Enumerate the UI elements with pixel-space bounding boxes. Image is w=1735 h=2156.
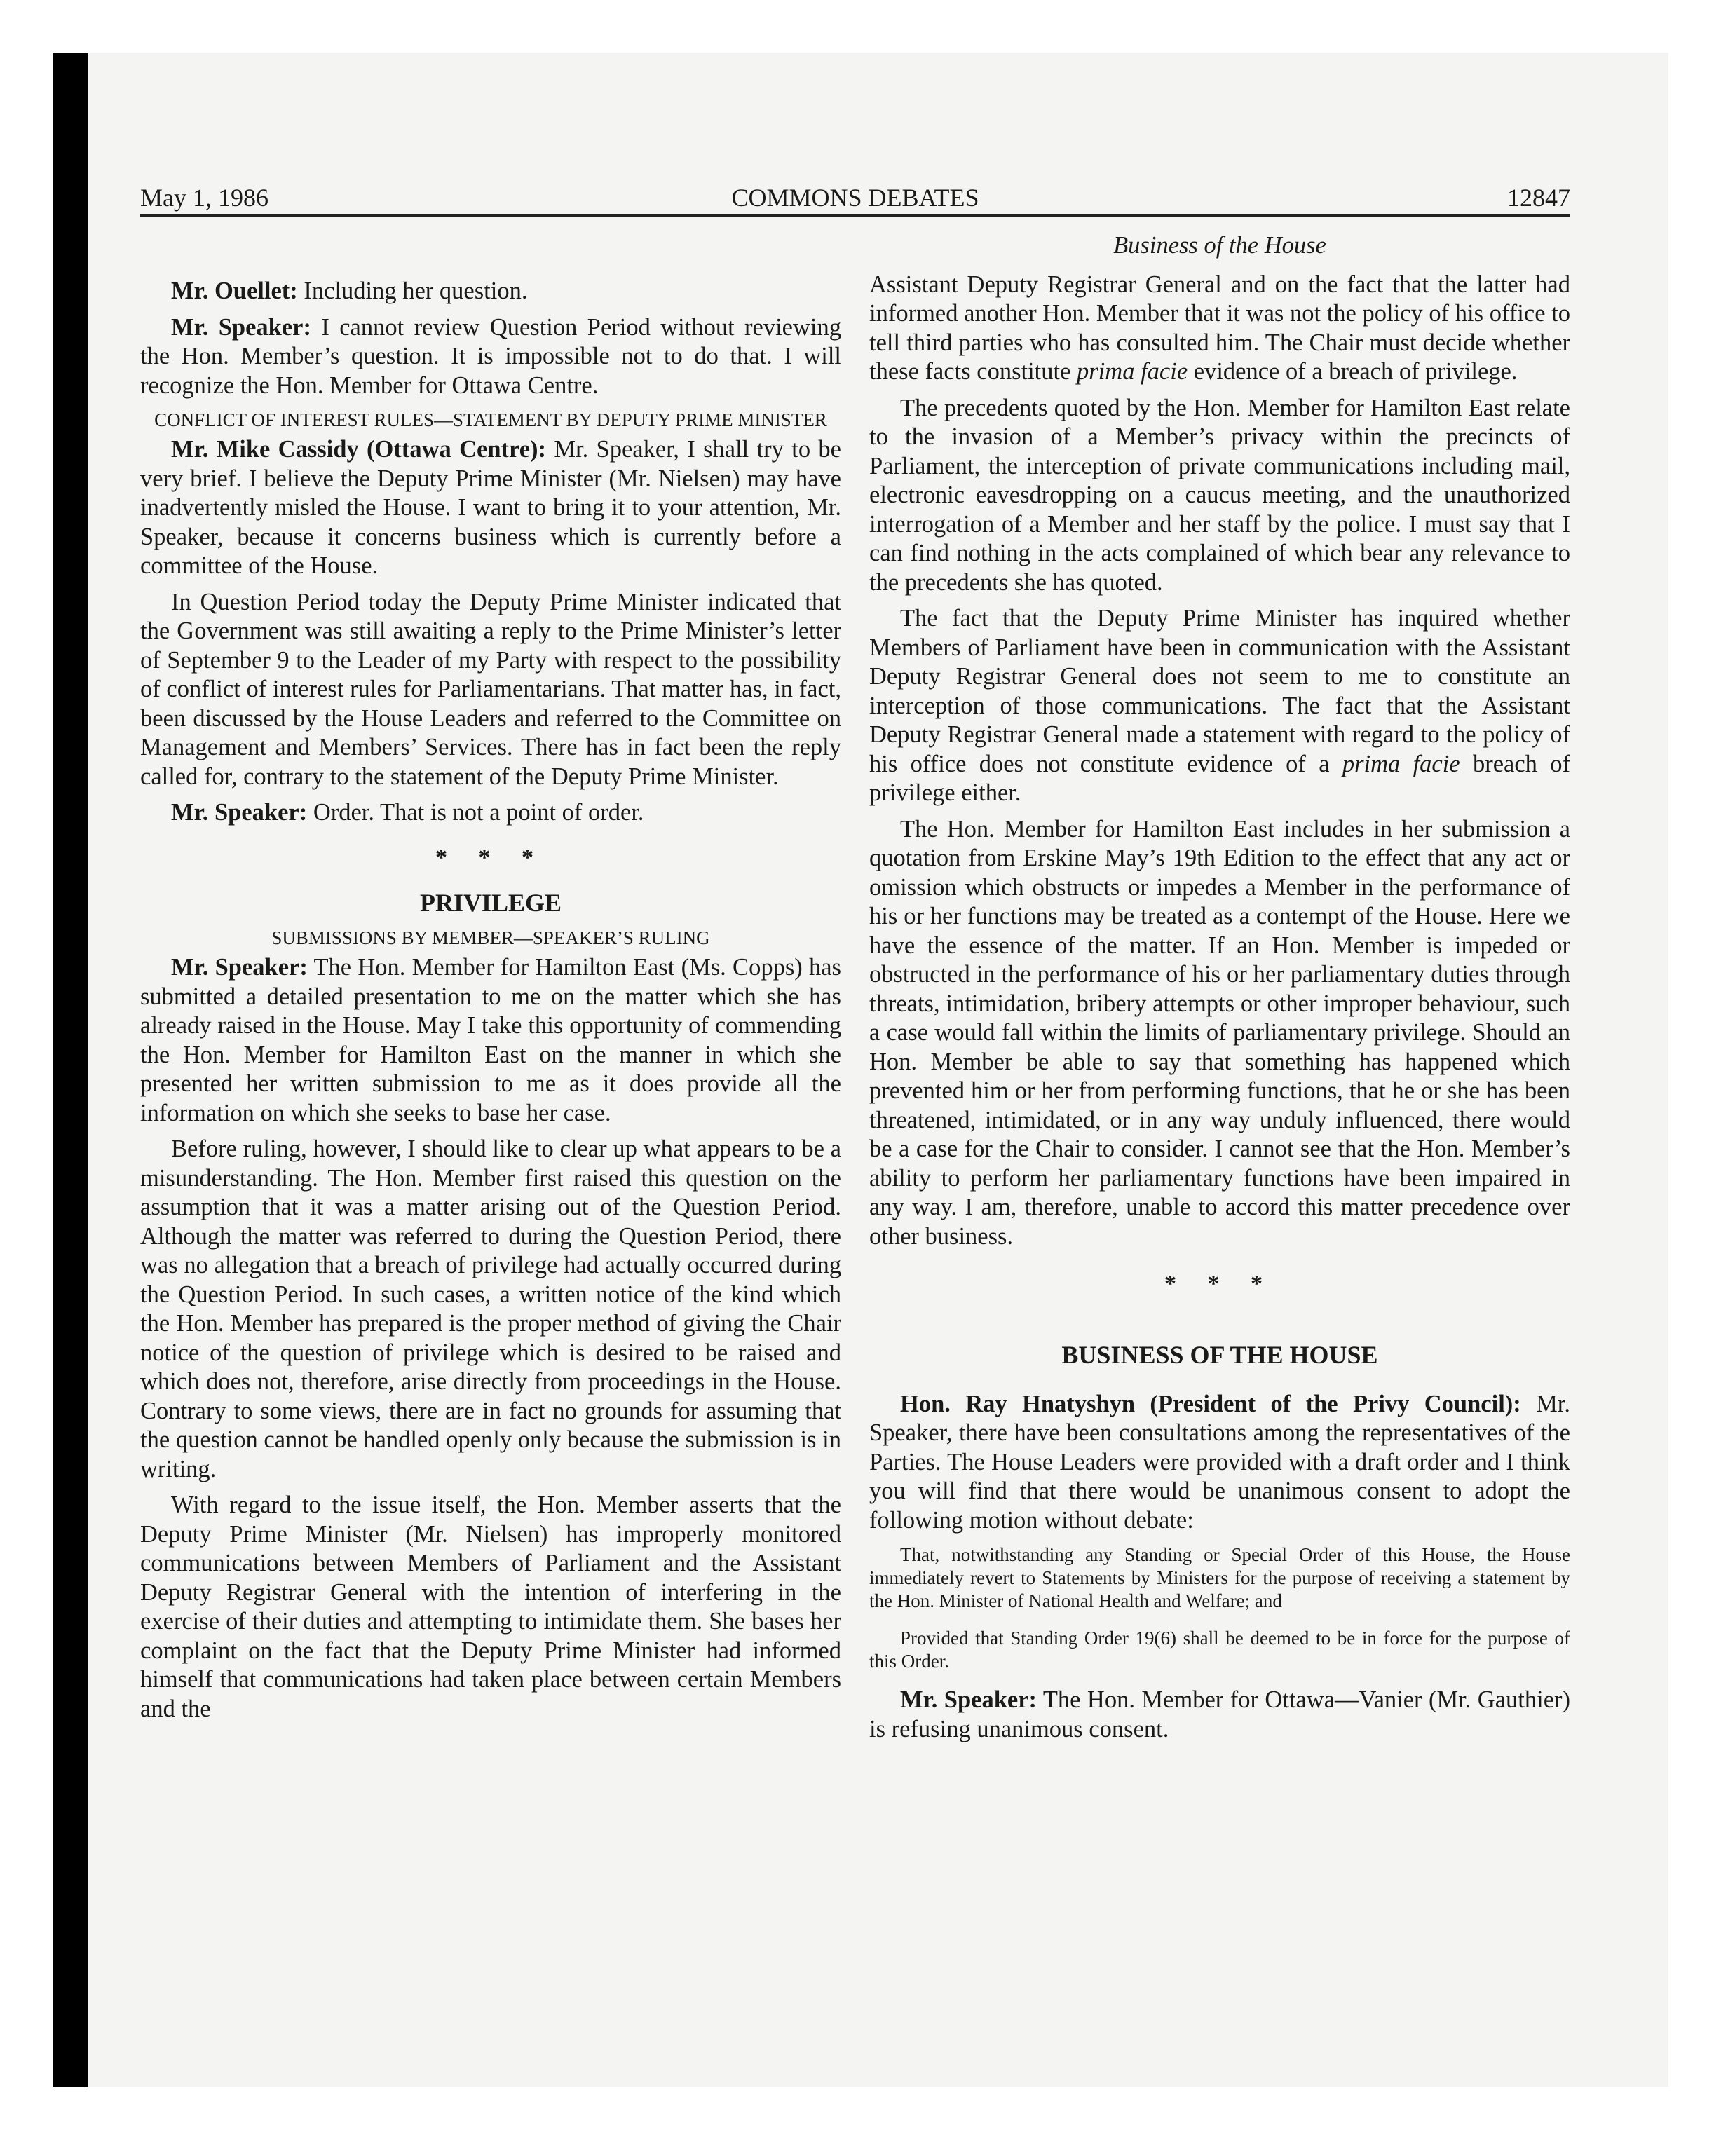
speaker-name: Mr. Speaker: (171, 313, 311, 341)
paragraph (140, 313, 841, 401)
text-run: Assistant Deputy Registrar General and on the fact that the latter had informed another Hon. Member that it was not the policy of his office to tell third parties who has consulted him. The Chair must decide whether these facts constitute (869, 271, 1570, 385)
speech-text: The Hon. Member for Ottawa—Vanier (Mr. Gauthier) is refusing unanimous consent. (869, 1686, 1570, 1742)
speaker-name: Mr. Ouellet: (171, 278, 298, 304)
header-publication: COMMONS DEBATES (731, 184, 979, 212)
left-column (140, 277, 841, 1724)
speech-text: Including her question. (297, 278, 528, 304)
paragraph: In Question Period today the Deputy Prime Minister indicated that the Government was still awaiting a reply to the Prime Minister’s letter of September 9 to the Leader of my Party with respect to the possibility of conflict of interest rules for Parliamentarians. That matter has, in fact, been discussed by the House Leaders and referred to the Committee on Management and Members’ Services. There has in fact been the reply called for, contrary to the statement of the Deputy Prime Minister. (140, 588, 841, 790)
speaker-name: Mr. Speaker: (900, 1686, 1037, 1713)
section-separator: * * * (1164, 1271, 1275, 1297)
text-run: breach of privilege either. (869, 750, 1570, 806)
emphasis-text: prima facie (1342, 750, 1460, 777)
paragraph (869, 271, 1570, 387)
speaker-name: Hon. Ray Hnatyshyn (President of the Privy Council): (900, 1390, 1521, 1417)
speaker-name: Mr. Speaker: (171, 799, 308, 826)
paragraph (869, 1686, 1570, 1744)
motion-text: Provided that Standing Order 19(6) shall be deemed to be in force for the purpose of this Order. (869, 1628, 1570, 1672)
paragraph: The Hon. Member for Hamilton East includes in her submission a quotation from Erskine May’s 19th Edition to the effect that any act or omission which obstructs or impedes a Member in the performance of his or her functions may be treated as a contempt of the House. Here we have the essence of the matter. If an Hon. Member is impeded or obstructed in the performance of his or her parliamentary duties through threats, intimidation, bribery attempts or other improper behaviour, such a case would fall within the limits of parliamentary privilege. Should an Hon. Member be able to say that something has happened which prevented him or her from performing functions, that he or she has been threatened, intimidated, or in any way unduly influenced, there would be a case for the Chair to consider. I cannot see that the Hon. Member’s ability to perform her parliamentary functions have been impaired in any way. I am, therefore, unable to accord this matter precedence over other business. (869, 815, 1570, 1250)
section-separator: * * * (435, 844, 546, 871)
paragraph: The precedents quoted by the Hon. Member for Hamilton East relate to the invasion of a Member’s privacy within the precincts of Parliament, the interception of private communications including mail, electronic eavesdropping on a caucus meeting, and the unauthorized interrogation of a Member and her staff by the police. I must say that I can find nothing in the acts complained of which bear any relevance to the precedents she has quoted. (869, 394, 1570, 596)
speaker-name: Mr. Speaker: (171, 954, 308, 981)
running-head (140, 184, 1570, 217)
speech-text: Mr. Speaker, there have been consultations among the representatives of the Parties. The House Leaders were provided with a draft order and I think you will find that there would be unanimous consent to adopt the following motion without debate: (869, 1390, 1570, 1534)
speech-text: Order. That is not a point of order. (307, 799, 644, 826)
section-heading: PRIVILEGE (419, 889, 562, 917)
paragraph (869, 604, 1570, 808)
speaker-name: Mr. Mike Cassidy (Ottawa Centre): (171, 436, 546, 463)
motion-text: That, notwithstanding any Standing or Special Order of this House, the House immediately revert to Statements by Ministers for the purpose of receiving a statement by the Hon. Minister of National Health and Welfare; and (869, 1544, 1570, 1611)
header-page-number: 12847 (1507, 184, 1570, 212)
paragraph (869, 1390, 1570, 1536)
speech-text: Mr. Speaker, I shall try to be very brief. I believe the Deputy Prime Minister (Mr. Nielsen) may have inadvertently misled the House. I want to bring it to your attention, Mr. Speaker, because it concerns business which is currently before a committee of the House. (140, 436, 841, 579)
speech-text: I cannot review Question Period without reviewing the Hon. Member’s question. It is impossible not to do that. I will recognize the Hon. Member for Ottawa Centre. (140, 313, 841, 399)
emphasis-text: prima facie (1077, 358, 1188, 385)
section-heading: BUSINESS OF THE HOUSE (1061, 1340, 1378, 1369)
paragraph: Before ruling, however, I should like to clear up what appears to be a misunderstanding. The Hon. Member first raised this question on the assumption that it was a matter arising out of the Question Period. Although the matter was referred to during the Question Period, there was no allegation that a breach of privilege had actually occurred during the Question Period. In such cases, a written notice of the kind which the Hon. Member has prepared is the proper method of giving the Chair notice of the question of privilege which is desired to be raised and which does not, therefore, arise directly from proceedings in the House. Contrary to some views, there are in fact no grounds for assuming that the question cannot be handled openly only because the submission is in writing. (140, 1135, 841, 1482)
paragraph: With regard to the issue itself, the Hon. Member asserts that the Deputy Prime Minister (Mr. Nielsen) has improperly monitored communications between Members of Parliament and the Assistant Deputy Registrar General with the intention of interfering in the exercise of their duties and attempting to intimidate them. She bases her complaint on the fact that the Deputy Prime Minister had informed himself that communications had taken place between certain Members and the (140, 1492, 841, 1722)
paragraph (140, 435, 841, 581)
text-run: evidence of a breach of privilege. (1188, 358, 1518, 385)
paragraph (140, 953, 841, 1128)
paragraph (140, 798, 841, 828)
section-subheading: CONFLICT OF INTEREST RULES—STATEMENT BY DEPUTY PRIME MINISTER (154, 409, 827, 430)
section-subheading: SUBMISSIONS BY MEMBER—SPEAKER’S RULING (271, 927, 710, 948)
paragraph (140, 277, 841, 306)
right-column (869, 231, 1570, 1744)
column-rubric: Business of the House (1113, 232, 1326, 259)
speech-text: The Hon. Member for Hamilton East (Ms. Copps) has submitted a detailed presentation to me on the matter which she has already raised in the House. May I take this opportunity of commending the Hon. Member for Hamilton East on the manner in which she presented her written submission to me as it does provide all the information on which she seeks to base her case. (140, 954, 841, 1126)
header-date: May 1, 1986 (140, 184, 268, 212)
scan-border (53, 53, 88, 2087)
text-run: The fact that the Deputy Prime Minister has inquired whether Members of Parliament have been in communication with the Assistant Deputy Registrar General does not seem to me to constitute an interception of those communications. The fact that the Assistant Deputy Registrar General made a statement with regard to the policy of his office does not constitute evidence of a (869, 605, 1570, 777)
